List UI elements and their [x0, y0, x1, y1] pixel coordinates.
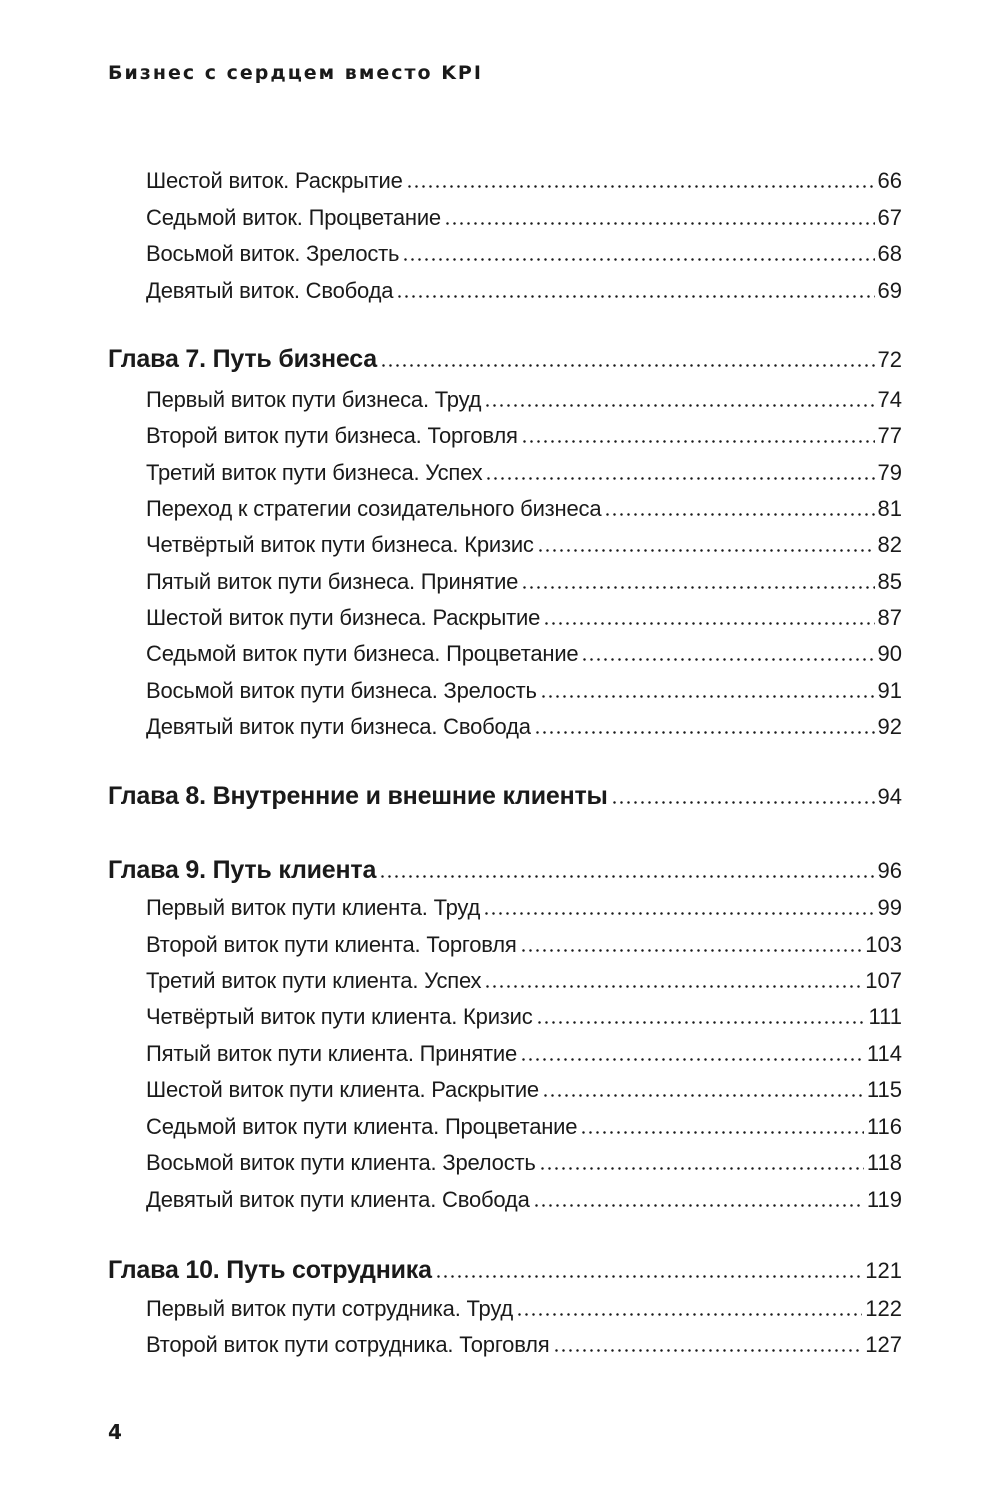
toc-entry-page: 67 [877, 205, 902, 230]
toc-section [146, 205, 902, 231]
toc-entry-page: 90 [877, 641, 902, 666]
toc-entry-title: Первый виток пути сотрудника. Труд [146, 1296, 514, 1321]
toc-entry-title: Пятый виток пути бизнеса. Принятие [146, 569, 519, 594]
toc-entry-title: Глава 7. Путь бизнеса [108, 345, 377, 373]
dot-leader [543, 622, 874, 625]
toc-entry-page: 119 [866, 1187, 902, 1212]
toc-chapter [108, 856, 902, 885]
toc-entry-title: Четвёртый виток пути бизнеса. Кризис [146, 532, 534, 557]
dot-leader [406, 185, 875, 188]
toc-entry-page: 69 [877, 278, 902, 303]
toc-entry-title: Второй виток пути клиента. Торговля [146, 932, 517, 957]
toc-section [146, 1296, 902, 1322]
toc-entry-title: Седьмой виток пути клиента. Процветание [146, 1114, 578, 1139]
toc-entry-title: Первый виток пути клиента. Труд [146, 895, 481, 920]
toc-entry-page: 85 [877, 569, 902, 594]
toc-entry-title: Седьмой виток. Процветание [146, 205, 441, 230]
dot-leader [520, 1058, 864, 1061]
dot-leader [542, 1094, 864, 1097]
toc-section [146, 1332, 902, 1358]
dot-leader [539, 1167, 864, 1170]
toc-entry-title: Девятый виток. Свобода [146, 278, 394, 303]
toc-entry-title: Первый виток пути бизнеса. Труд [146, 387, 482, 412]
toc-entry-title: Переход к стратегии созидательного бизнеса [146, 496, 602, 521]
toc-entry-title: Четвёртый виток пути клиента. Кризис [146, 1004, 533, 1029]
toc-section [146, 460, 902, 486]
dot-leader [444, 222, 875, 225]
toc-entry-page: 81 [877, 496, 902, 521]
toc-entry-title: Восьмой виток пути клиента. Зрелость [146, 1150, 536, 1175]
toc-entry-page: 82 [877, 532, 902, 557]
toc-section [146, 1077, 902, 1103]
toc-entry-page: 114 [866, 1041, 902, 1066]
toc-entry-page: 91 [877, 678, 902, 703]
toc-entry-page: 77 [877, 423, 902, 448]
toc-entry-page: 121 [865, 1258, 902, 1283]
page-number: 4 [108, 1420, 122, 1444]
toc-section [146, 278, 902, 304]
dot-leader [536, 1021, 866, 1024]
toc-section [146, 1114, 902, 1140]
dot-leader [484, 985, 862, 988]
toc-entry-page: 127 [865, 1332, 902, 1357]
toc-section [146, 569, 902, 595]
toc-section [146, 1004, 902, 1030]
toc-entry-title: Второй виток пути сотрудника. Торговля [146, 1332, 550, 1357]
dot-leader [540, 695, 875, 698]
toc-entry-page: 118 [866, 1150, 902, 1175]
toc-section [146, 678, 902, 704]
dot-leader [533, 1204, 864, 1207]
toc-chapter [108, 782, 902, 811]
toc-entry-page: 96 [877, 858, 902, 883]
dot-leader [485, 477, 874, 480]
dot-leader [521, 440, 875, 443]
dot-leader [402, 258, 874, 261]
toc-entry-title: Глава 8. Внутренние и внешние клиенты [108, 782, 608, 810]
toc-entry-page: 72 [877, 347, 902, 372]
toc-entry-title: Глава 10. Путь сотрудника [108, 1256, 432, 1284]
toc-section [146, 1041, 902, 1067]
toc-entry-title: Седьмой виток пути бизнеса. Процветание [146, 641, 579, 666]
toc-entry-page: 66 [877, 168, 902, 193]
toc-section [146, 895, 902, 921]
toc-section [146, 641, 902, 667]
dot-leader [553, 1349, 863, 1352]
toc-section [146, 241, 902, 267]
dot-leader [520, 949, 863, 952]
toc-section [146, 423, 902, 449]
toc-section [146, 932, 902, 958]
dot-leader [580, 1131, 864, 1134]
toc-entry-page: 94 [877, 784, 902, 809]
dot-leader [516, 1313, 862, 1316]
toc-section [146, 1150, 902, 1176]
toc-entry-page: 92 [877, 714, 902, 739]
toc-section [146, 1187, 902, 1213]
toc-entry-page: 103 [865, 932, 902, 957]
toc-entry-title: Девятый виток пути клиента. Свобода [146, 1187, 530, 1212]
toc-entry-page: 111 [868, 1004, 902, 1029]
toc-entry-title: Шестой виток. Раскрытие [146, 168, 403, 193]
toc-entry-title: Девятый виток пути бизнеса. Свобода [146, 714, 531, 739]
dot-leader [380, 364, 875, 367]
dot-leader [521, 586, 874, 589]
toc-entry-title: Второй виток пути бизнеса. Торговля [146, 423, 518, 448]
dot-leader [604, 513, 874, 516]
toc-entry-page: 68 [877, 241, 902, 266]
dot-leader [581, 658, 874, 661]
toc-entry-title: Шестой виток пути клиента. Раскрытие [146, 1077, 539, 1102]
toc-entry-title: Третий виток пути клиента. Успех [146, 968, 482, 993]
toc-section [146, 968, 902, 994]
dot-leader [379, 875, 874, 878]
dot-leader [534, 731, 875, 734]
toc-section [146, 496, 902, 522]
toc-entry-title: Пятый виток пути клиента. Принятие [146, 1041, 518, 1066]
toc-entry-title: Шестой виток пути бизнеса. Раскрытие [146, 605, 541, 630]
dot-leader [537, 549, 875, 552]
toc-entry-page: 79 [877, 460, 902, 485]
dot-leader [435, 1275, 862, 1278]
dot-leader [484, 404, 874, 407]
toc-chapter [108, 1256, 902, 1285]
toc-section [146, 714, 902, 740]
toc-section [146, 387, 902, 413]
toc-entry-title: Третий виток пути бизнеса. Успех [146, 460, 483, 485]
toc-chapter [108, 345, 902, 374]
toc-entry-page: 99 [877, 895, 902, 920]
toc-entry-page: 115 [866, 1077, 902, 1102]
dot-leader [483, 912, 874, 915]
toc-entry-title: Восьмой виток. Зрелость [146, 241, 400, 266]
toc-section [146, 532, 902, 558]
toc-entry-page: 116 [866, 1114, 902, 1139]
toc-section [146, 168, 902, 194]
toc-entry-title: Глава 9. Путь клиента [108, 856, 377, 884]
toc-entry-page: 87 [877, 605, 902, 630]
toc-entry-page: 122 [865, 1296, 902, 1321]
dot-leader [396, 295, 874, 298]
toc-entry-title: Восьмой виток пути бизнеса. Зрелость [146, 678, 537, 703]
dot-leader [611, 801, 875, 804]
toc-entry-page: 107 [865, 968, 902, 993]
toc-section [146, 605, 902, 631]
toc-entry-page: 74 [877, 387, 902, 412]
running-head: Бизнес с сердцем вместо KPI [108, 62, 483, 84]
